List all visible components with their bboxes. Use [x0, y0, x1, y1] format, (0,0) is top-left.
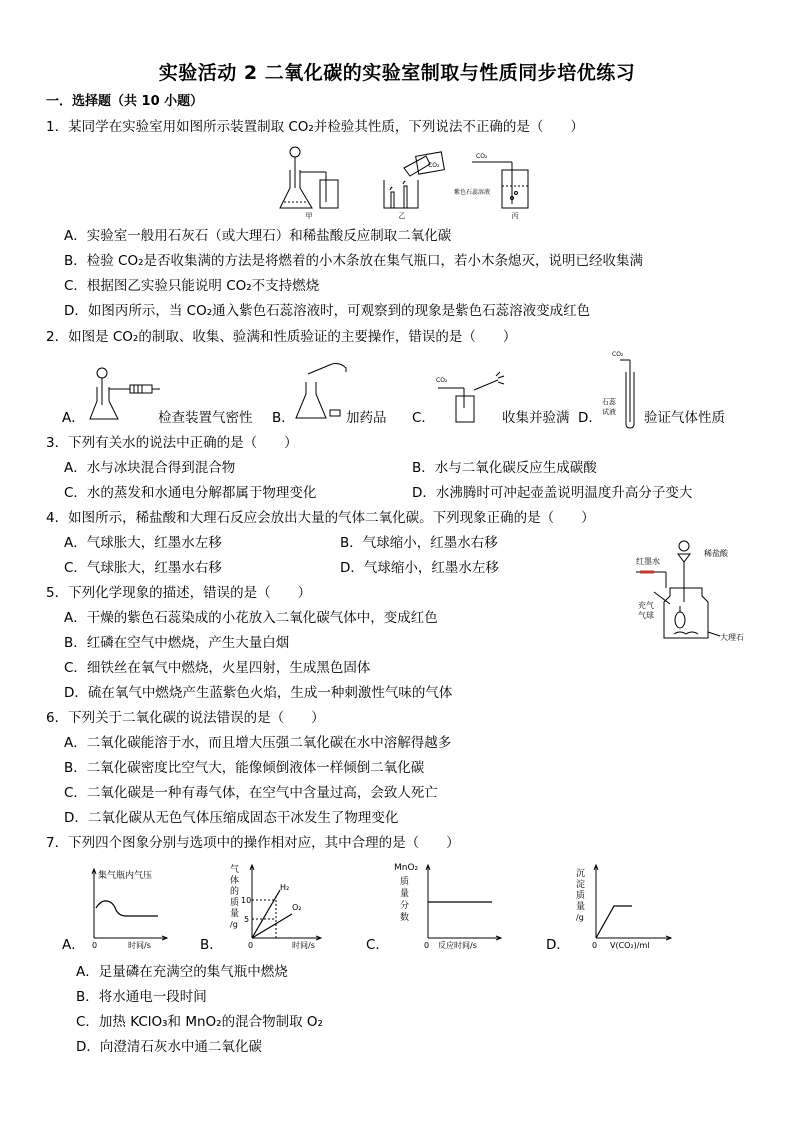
q7-letter-a: A． [62, 937, 85, 953]
q2-fig-c-co2-label: CO₂ [436, 377, 448, 384]
q7-graph-b-origin: 0 [248, 941, 254, 950]
q7-option-c: C．加热 KClO₃和 MnO₂的混合物制取 O₂ [76, 1014, 323, 1030]
q1-fig-gas-in-label: CO₂ [476, 153, 488, 160]
q7-letter-c: C． [366, 937, 389, 953]
q7-graph-b-ylabel-2: 的 [230, 887, 240, 897]
q2-letter-a: A． [62, 410, 85, 426]
q1-fig-label-jia: 甲 [305, 212, 313, 220]
q4-option-c: C．气球胀大，红墨水右移 [64, 560, 222, 576]
q1-fig-jia-apparatus [280, 147, 338, 208]
worksheet-title: 实验活动 2 二氧化碳的实验室制取与性质同步培优练习 [158, 62, 636, 84]
q4-fig-marble-label: 大理石 [720, 633, 744, 642]
q2-fig-d-co2-label: CO₂ [612, 351, 624, 358]
q7-graph-a [88, 866, 168, 952]
q2-caption-b: 加药品 [346, 410, 387, 426]
q2-figure-c [434, 368, 506, 424]
q4-fig-balloon-label-1: 充气 [638, 601, 654, 610]
q7-graph-c-ylabel-2: 分 [400, 901, 410, 911]
q5-option-b: B．红磷在空气中燃烧，产生大量白烟 [64, 635, 290, 651]
q2-figure-b [292, 360, 350, 424]
q3-option-a: A．水与冰块混合得到混合物 [64, 460, 236, 476]
q2-figure-a [88, 365, 160, 423]
q1-fig-label-bing: 丙 [511, 212, 519, 220]
q7-graph-d-ylabel-3: 量 [576, 902, 586, 912]
q7-graph-d-ylabel-1: 淀 [576, 880, 586, 890]
q6-option-d: D．二氧化碳从无色气体压缩成固态干冰发生了物理变化 [64, 810, 399, 826]
q6-option-c: C．二氧化碳是一种有毒气体，在空气中含量过高，会致人死亡 [64, 785, 438, 801]
q7-graph-b-tick-5: 5 [244, 915, 250, 924]
q7-graph-d-ylabel-2: 质 [576, 891, 586, 901]
q4-stem: 4．如图所示，稀盐酸和大理石反应会放出大量的气体二氧化碳。下列现象正确的是（ ） [46, 510, 595, 526]
q6-option-a: A．二氧化碳能溶于水，而且增大压强二氧化碳在水中溶解得越多 [64, 735, 452, 751]
q1-stem: 1．某同学在实验室用如图所示装置制取 CO₂并检验其性质，下列说法不正确的是（ ） [46, 119, 584, 135]
q7-option-b: B．将水通电一段时间 [76, 989, 207, 1005]
q7-graph-c-ylabel-0: 质 [400, 877, 410, 887]
q4-fig-balloon-label-2: 气球 [638, 611, 654, 620]
q3-stem: 3．下列有关水的说法中正确的是（ ） [46, 435, 298, 451]
q7-letter-b: B． [200, 937, 223, 953]
q7-graph-d-ylabel-0: 沉 [576, 869, 586, 879]
q1-fig-bing-apparatus [472, 162, 528, 208]
q7-graph-b-ylabel-5: /g [230, 920, 238, 929]
q7-graph-b [224, 860, 324, 952]
q7-graph-d-origin: 0 [592, 941, 598, 950]
q7-graph-b-ylabel-1: 体 [230, 876, 240, 886]
q7-graph-b-xlabel: 时间/s [292, 941, 315, 950]
q2-caption-a: 检查装置气密性 [158, 410, 253, 426]
q1-figure [276, 140, 536, 222]
q7-graph-d [570, 860, 682, 952]
q2-letter-b: B． [272, 410, 295, 426]
q7-graph-b-ylabel-4: 量 [230, 909, 240, 919]
q1-option-a: A．实验室一般用石灰石（或大理石）和稀盐酸反应制取二氧化碳 [64, 228, 452, 244]
q7-option-a: A．足量磷在充满空的集气瓶中燃烧 [76, 964, 288, 980]
q2-figure-d [602, 350, 648, 430]
q2-caption-c: 收集并验满 [502, 410, 570, 426]
q4-option-d: D．气球缩小，红墨水左移 [340, 560, 499, 576]
q7-letter-d: D． [546, 937, 570, 953]
q7-graph-b-tick-10: 10 [241, 896, 252, 905]
q5-option-d: D．硫在氧气中燃烧产生蓝紫色火焰，生成一种刺激性气味的气体 [64, 685, 453, 701]
q7-graph-c-ylabel-1: 量 [400, 889, 410, 899]
q7-graph-a-origin: 0 [92, 941, 98, 950]
q3-option-c: C．水的蒸发和水通电分解都属于物理变化 [64, 485, 317, 501]
q4-fig-acid-label: 稀盐酸 [704, 549, 728, 558]
q7-graph-b-ylabel-0: 气 [230, 865, 240, 875]
q2-fig-d-litmus-1: 石蕊 [602, 398, 616, 406]
q1-option-c: C．根据图乙实验只能说明 CO₂不支持燃烧 [64, 278, 320, 294]
q7-graph-a-ylabel: 集气瓶内气压 [98, 871, 153, 881]
q7-graph-c-origin: 0 [424, 941, 430, 950]
q1-option-d: D．如图丙所示，当 CO₂通入紫色石蕊溶液时，可观察到的现象是紫色石蕊溶液变成红色 [64, 303, 591, 319]
q2-stem: 2．如图是 CO₂的制取、收集、验满和性质验证的主要操作，错误的是（ ） [46, 329, 517, 345]
q7-graph-c-ylabel-top: MnO₂ [394, 863, 419, 873]
q6-stem: 6．下列关于二氧化碳的说法错误的是（ ） [46, 710, 325, 726]
q5-option-a: A．干燥的紫色石蕊染成的小花放入二氧化碳气体中，变成红色 [64, 610, 438, 626]
q2-letter-d: D． [578, 410, 602, 426]
q7-graph-b-series-o2: O₂ [292, 903, 302, 912]
q6-option-b: B．二氧化碳密度比空气大，能像倾倒液体一样倾倒二氧化碳 [64, 760, 425, 776]
q1-fig-bottle-label: CO₂ [428, 162, 440, 169]
q1-option-b: B．检验 CO₂是否收集满的方法是将燃着的小木条放在集气瓶口，若小木条熄灭，说明已经收集满 [64, 253, 644, 269]
q4-option-a: A．气球胀大，红墨水左移 [64, 535, 222, 551]
q5-stem: 5．下列化学现象的描述，错误的是（ ） [46, 585, 312, 601]
q2-fig-d-litmus-2: 试液 [602, 408, 616, 416]
q4-figure [634, 532, 760, 644]
q1-fig-litmus-label: 紫色石蕊溶液 [454, 189, 491, 196]
q7-graph-c-ylabel-3: 数 [400, 913, 410, 923]
q7-graph-b-series-h2: H₂ [280, 883, 290, 892]
q2-caption-d: 验证气体性质 [644, 410, 725, 426]
q3-option-b: B．水与二氧化碳反应生成碳酸 [412, 460, 597, 476]
q7-graph-d-xlabel: V(CO₂)/ml [610, 941, 650, 950]
q1-fig-yi-apparatus [384, 152, 444, 208]
q5-option-c: C．细铁丝在氧气中燃烧，火星四射，生成黑色固体 [64, 660, 371, 676]
q4-fig-ink-label: 红墨水 [636, 557, 660, 566]
q1-fig-label-yi: 乙 [398, 212, 406, 220]
q7-option-d: D．向澄清石灰水中通二氧化碳 [76, 1039, 262, 1055]
q2-letter-c: C． [412, 410, 435, 426]
q7-stem: 7．下列四个图象分别与选项中的操作相对应，其中合理的是（ ） [46, 835, 460, 851]
q7-graph-c-xlabel: 反应时间/s [438, 941, 477, 950]
section-heading: 一．选择题（共 10 小题） [46, 94, 204, 109]
q7-graph-a-xlabel: 时间/s [128, 941, 151, 950]
q7-graph-b-ylabel-3: 质 [230, 898, 240, 908]
q7-graph-d-ylabel-4: /g [576, 913, 584, 922]
q7-graph-c [392, 860, 504, 952]
q3-option-d: D．水沸腾时可冲起壶盖说明温度升高分子变大 [412, 485, 693, 501]
q4-option-b: B．气球缩小，红墨水右移 [340, 535, 498, 551]
